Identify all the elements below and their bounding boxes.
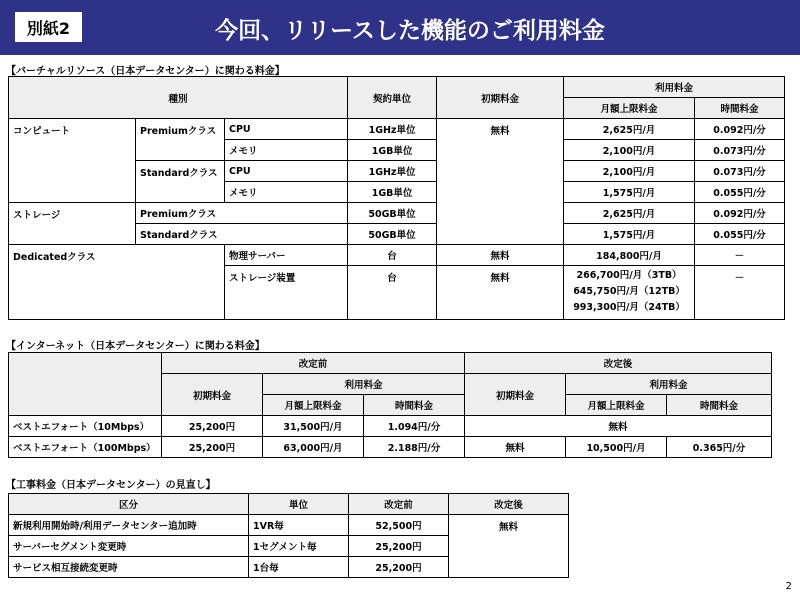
unit-value: 50GB単位 [348,224,437,245]
initial-fee-value: 無料 [437,245,564,266]
header-hourly-fee: 時間料金 [667,395,772,416]
table-row [9,416,772,437]
monthly-fee-values [564,266,695,320]
item-physical-server: 物理サーバー [225,245,348,266]
row-category: サービス相互接続変更時 [9,557,249,578]
construction-section-title: 【工事料金（日本データセンター）の見直し】 [6,480,216,491]
header-monthly-cap: 月額上限料金 [566,395,667,416]
after-value: 無料 [449,515,569,578]
after-all: 無料 [465,416,772,437]
hourly-fee-value: 0.073円/分 [695,161,785,182]
monthly-fee-value: 184,800円/月 [564,245,695,266]
item-memory: メモリ [225,140,348,161]
before-hourly: 2.188円/分 [364,437,465,458]
item-memory: メモリ [225,182,348,203]
virtual-resource-table [8,76,785,320]
item-storage-device: ストレージ装置 [225,266,348,320]
before-initial: 25,200円 [162,437,263,458]
table-row [9,437,772,458]
monthly-fee-value: 1,575円/月 [564,182,695,203]
unit-value: 1GHz単位 [348,119,437,140]
internet-table [8,352,772,458]
row-name: ベストエフォート（100Mbps） [9,437,162,458]
header-hourly-fee: 時間料金 [695,98,785,119]
header-after: 改定後 [465,353,772,374]
header-monthly-cap: 月額上限料金 [263,395,364,416]
before-monthly: 63,000円/月 [263,437,364,458]
row-unit: 1VR毎 [249,515,349,536]
header-contract-unit: 契約単位 [348,77,437,119]
row-unit: 1セグメント毎 [249,536,349,557]
hourly-fee-value: 0.092円/分 [695,119,785,140]
hourly-fee-value: － [695,245,785,266]
row-category: 新規利用開始時/利用データセンター追加時 [9,515,249,536]
category-compute: コンピュート [9,119,136,203]
class-standard: Standardクラス [136,224,348,245]
item-cpu: CPU [225,119,348,140]
unit-value: 台 [348,266,437,320]
hourly-fee-value: 0.073円/分 [695,140,785,161]
header-usage-fee: 利用料金 [566,374,772,395]
row-before: 25,200円 [349,557,449,578]
header-after: 改定後 [449,494,569,515]
header-initial-fee: 初期料金 [437,77,564,119]
row-name: ベストエフォート（10Mbps） [9,416,162,437]
row-category: サーバーセグメント変更時 [9,536,249,557]
hourly-fee-value: 0.055円/分 [695,224,785,245]
monthly-fee-24tb: 993,300円/月（24TB） [573,302,685,313]
header-unit: 単位 [249,494,349,515]
unit-value: 台 [348,245,437,266]
monthly-fee-12tb: 645,750円/月（12TB） [573,286,685,297]
row-unit: 1台毎 [249,557,349,578]
initial-fee-value: 無料 [437,119,564,245]
row-before: 52,500円 [349,515,449,536]
class-premium: Premiumクラス [136,119,225,161]
hourly-fee-value: 0.055円/分 [695,182,785,203]
monthly-fee-value: 2,100円/月 [564,140,695,161]
page-header [0,0,800,55]
header-category: 区分 [9,494,249,515]
construction-table [8,493,569,578]
unit-value: 1GB単位 [348,140,437,161]
row-before: 25,200円 [349,536,449,557]
hourly-fee-value: 0.092円/分 [695,203,785,224]
monthly-fee-value: 2,100円/月 [564,161,695,182]
before-initial: 25,200円 [162,416,263,437]
unit-value: 1GB単位 [348,182,437,203]
before-monthly: 31,500円/月 [263,416,364,437]
header-hourly-fee: 時間料金 [364,395,465,416]
header-monthly-cap: 月額上限料金 [564,98,695,119]
monthly-fee-value: 1,575円/月 [564,224,695,245]
monthly-fee-3tb: 266,700円/月（3TB） [576,270,682,281]
page-number: 2 [785,581,792,592]
virtual-section-title: 【バーチャルリソース（日本データセンター）に関わる料金】 [6,66,285,77]
hourly-fee-value: － [695,266,785,320]
header-blank [9,353,162,416]
header-before: 改定前 [349,494,449,515]
before-hourly: 1.094円/分 [364,416,465,437]
category-storage: ストレージ [9,203,136,245]
header-before: 改定前 [162,353,465,374]
category-dedicated: Dedicatedクラス [9,245,225,320]
class-premium: Premiumクラス [136,203,348,224]
header-usage-fee: 利用料金 [263,374,465,395]
unit-value: 1GHz単位 [348,161,437,182]
class-standard: Standardクラス [136,161,225,203]
after-hourly: 0.365円/分 [667,437,772,458]
header-initial-fee: 初期料金 [465,374,566,416]
table-row [9,515,569,536]
header-initial-fee: 初期料金 [162,374,263,416]
item-cpu: CPU [225,161,348,182]
internet-section-title: 【インターネット（日本データセンター）に関わる料金】 [6,341,265,352]
after-initial: 無料 [465,437,566,458]
header-type: 種別 [9,77,348,119]
after-monthly: 10,500円/月 [566,437,667,458]
unit-value: 50GB単位 [348,203,437,224]
monthly-fee-value: 2,625円/月 [564,203,695,224]
header-usage-fee: 利用料金 [564,77,785,98]
appendix-badge: 別紙2 [15,12,82,42]
initial-fee-value: 無料 [437,266,564,320]
page-title: 今回、リリースした機能のご利用料金 [215,17,605,44]
monthly-fee-value: 2,625円/月 [564,119,695,140]
